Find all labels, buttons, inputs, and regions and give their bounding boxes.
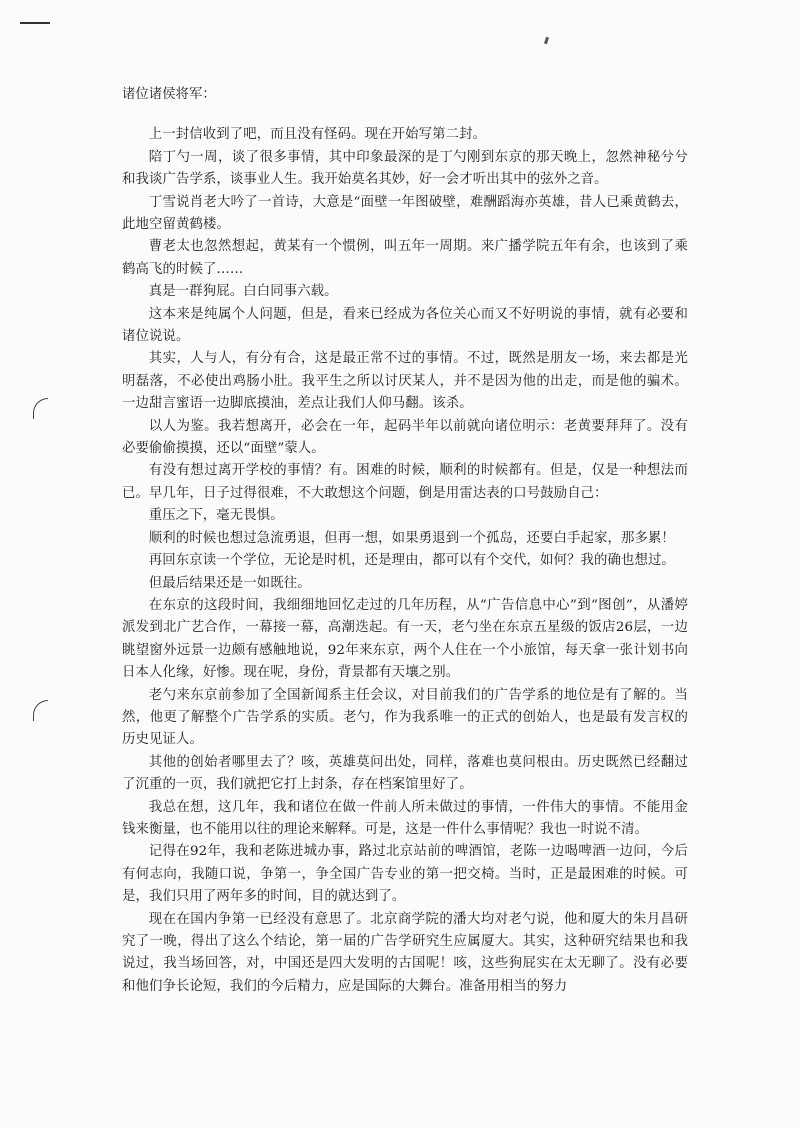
paragraph: 记得在92年，我和老陈进城办事，路过北京站前的啤酒馆，老陈一边喝啤酒一边问，今后有何志向，我随口说，争第一，争全国广告专业的第一把交椅。当时，正是最困难的时候。可是，我们只用了两年多的时间，目的就达到了。 — [122, 844, 688, 905]
paragraph: 上一封信收到了吧，而且没有怪码。现在开始写第二封。 — [148, 127, 487, 143]
letter-body — [122, 84, 688, 998]
paragraph: 这本来是纯属个人问题，但是，看来已经成为各位关心而又不好明说的事情，就有必要和诸位说说。 — [122, 306, 688, 345]
paragraph: 丁雪说肖老大吟了一首诗，大意是“面壁一年图破壁，难酬蹈海亦英雄，昔人已乘黄鹤去，此地空留黄鹤楼。 — [122, 194, 688, 233]
paragraph: 其实，人与人，有分有合，这是最正常不过的事情。不过，既然是朋友一场，来去都是光明磊落，不必使出鸡肠小肚。我平生之所以讨厌某人，并不是因为他的出走，而是他的骗术。一边甜言蜜语一边脚底摸油，差点让我们人仰马翻。该杀。 — [122, 351, 688, 412]
paragraph: 在东京的这段时间，我细细地回忆走过的几年历程，从“广告信息中心”到“图创”，从潘婷派发到北广艺合作，一幕接一幕，高潮迭起。有一天，老勺坐在东京五星级的饭店26层，一边眺望窗外远景一边颇有感触地说，92年来东京，两个人住在一个小旅馆，每天拿一张计划书向日本人化缘，好惨。现在呢，身份，背景都有天壤之别。 — [122, 597, 688, 681]
paragraph: 以人为鉴。我若想离开，必会在一年，起码半年以前就向诸位明示：老黄要拜拜了。没有必要偷偷摸摸，还以“面壁”蒙人。 — [122, 418, 688, 457]
salutation: 诸位诸侯将军： — [122, 87, 216, 102]
paragraph: 我总在想，这几年，我和诸位在做一件前人所未做过的事情，一件伟大的事情。不能用金钱来衡量，也不能用以往的理论来解释。可是，这是一件什么事情呢？我也一时说不清。 — [122, 799, 688, 837]
paragraph: 重压之下，毫无畏惧。 — [148, 508, 284, 524]
scan-edge-mark — [20, 22, 50, 24]
paragraph: 其他的创始者哪里去了？咳，英雄莫问出处，同样，落难也莫问根由。历史既然已经翻过了沉重的一页，我们就把它打上封条，存在档案馆里好了。 — [122, 754, 688, 793]
paragraph: 真是一群狗屁。白白同事六载。 — [148, 284, 338, 300]
binder-hole-top — [33, 398, 48, 419]
paragraph: 有没有想过离开学校的事情？有。困难的时候，顺利的时候都有。但是，仅是一种想法而已。早几年，日子过得很难，不大敢想这个问题，倒是用雷达表的口号鼓励自己： — [122, 463, 688, 501]
paragraph: 但最后结果还是一如既往。 — [148, 575, 311, 591]
binder-hole-bottom — [33, 700, 48, 721]
paragraph: 老勺来东京前参加了全国新闻系主任会议，对目前我们的广告学系的地位是有了解的。当然，他更了解整个广告学系的实质。老勺，作为我系唯一的正式的创始人，也是最有发言权的历史见证人。 — [122, 687, 688, 748]
paragraph: 陪丁勺一周，谈了很多事情，其中印象最深的是丁勺刚到东京的那天晚上，忽然神秘兮兮和我谈广告学系，谈事业人生。我开始莫名其妙，好一会才听出其中的弦外之音。 — [122, 149, 688, 188]
paragraph: 曹老太也忽然想起，黄某有一个惯例，叫五年一周期。来广播学院五年有余，也该到了乘鹤高飞的时候了…… — [122, 239, 688, 277]
paragraph: 再回东京读一个学位，无论是时机，还是理由，都可以有个交代，如何？我的确也想过。 — [148, 553, 675, 569]
paragraph: 现在在国内争第一已经没有意思了。北京商学院的潘大均对老勺说，他和厦大的朱月昌研究了一晚，得出了这么个结论，第一届的广告学研究生应属厦大。其实，这种研究结果也和我说过，我当场回答，对，中国还是四大发明的古国呢！咳，这些狗屁实在太无聊了。没有必要和他们争长论短，我们的今后精力，应是国际的大舞台。准备用相当的努力 — [122, 911, 688, 994]
paragraph: 顺利的时候也想过急流勇退，但再一想，如果勇退到一个孤岛，还要白手起家，那多累！ — [148, 530, 675, 546]
scan-speck — [544, 37, 549, 45]
